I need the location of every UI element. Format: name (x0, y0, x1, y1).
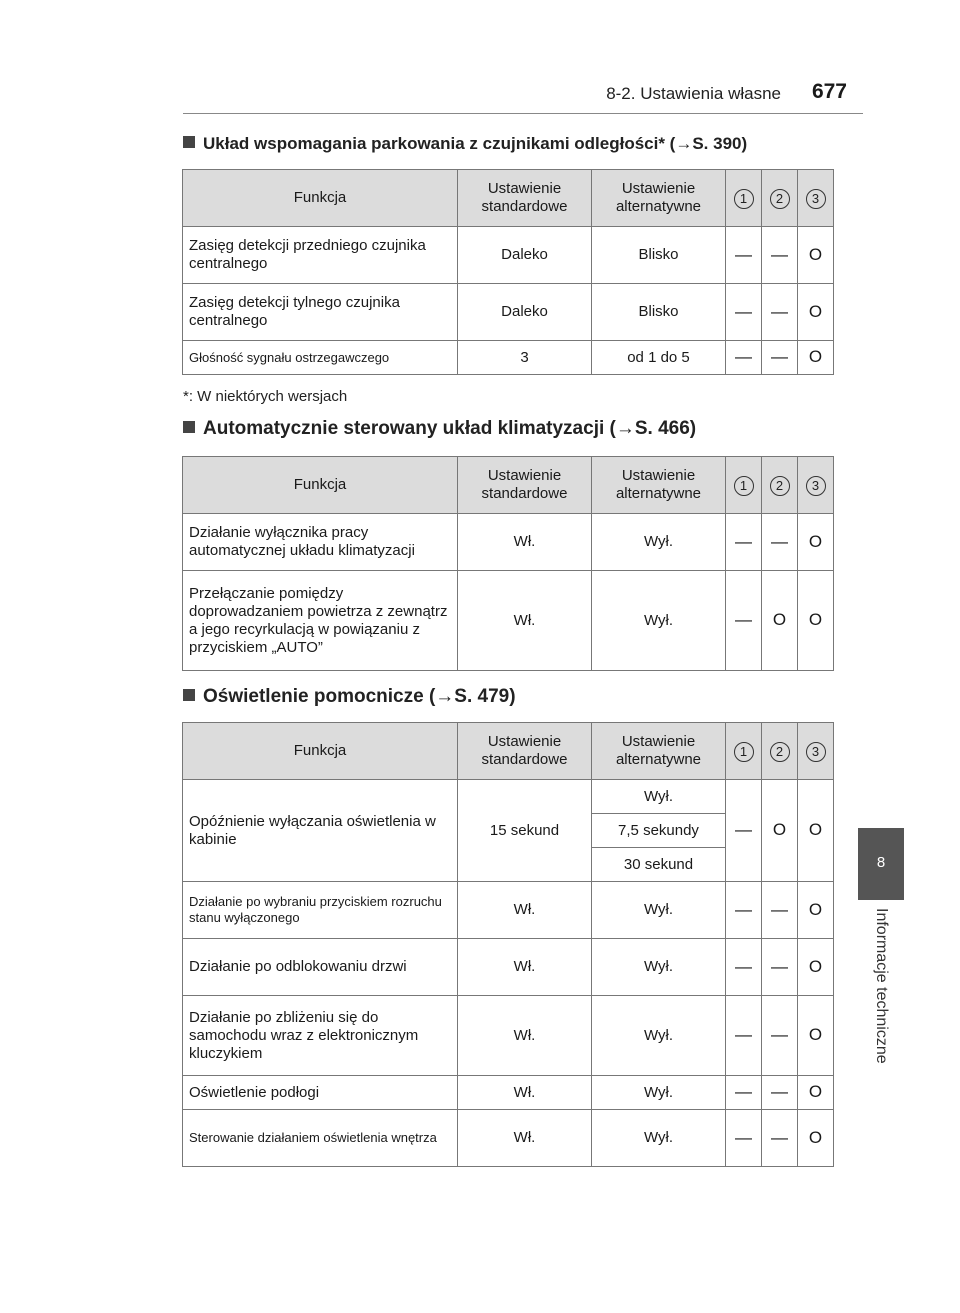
row-col3: O (798, 1076, 834, 1110)
table-row (183, 882, 834, 939)
table-header-row (183, 457, 834, 514)
square-bullet-icon (183, 421, 195, 433)
row-standard: 3 (458, 341, 592, 375)
row-col1: — (726, 939, 762, 996)
chapter-title: 8-2. Ustawienia własne (606, 84, 781, 103)
column-header-standard: Ustawienie standardowe (458, 723, 592, 780)
table-header-row (183, 723, 834, 780)
column-header-standard: Ustawienie standardowe (458, 170, 592, 227)
row-alternative: 30 sekund (592, 848, 726, 882)
row-col2: — (762, 514, 798, 571)
chapter-tab (858, 828, 904, 900)
row-standard: Wł. (458, 1110, 592, 1167)
row-col2: — (762, 284, 798, 341)
row-alternative: Wył. (592, 514, 726, 571)
row-alternative: Wył. (592, 996, 726, 1076)
row-alternative: Wył. (592, 780, 726, 814)
table-row (183, 1110, 834, 1167)
chapter-tab-label-wrap (858, 908, 904, 1208)
table-row (183, 571, 834, 671)
section-title-climate (183, 418, 696, 440)
column-header-funkcja: Funkcja (183, 170, 458, 227)
column-header-3: 3 (806, 189, 826, 209)
table-row (183, 284, 834, 341)
row-col1: — (726, 882, 762, 939)
column-header-1: 1 (734, 189, 754, 209)
row-col3: O (798, 284, 834, 341)
row-standard: 15 sekund (458, 780, 592, 882)
table-row (183, 780, 834, 814)
row-funkcja: Zasięg detekcji przedniego czujnika centralnego (183, 227, 458, 284)
section-title-text: Oświetlenie pomocnicze (→S. 479) (203, 686, 516, 707)
row-col3: O (798, 882, 834, 939)
auxiliary-lighting-table (182, 722, 834, 1167)
row-funkcja: Działanie po zbliżeniu się do samochodu wraz z elektronicznym kluczykiem (183, 996, 458, 1076)
row-col3: O (798, 514, 834, 571)
section-title-parking (183, 134, 747, 154)
row-col2: — (762, 882, 798, 939)
row-col1: — (726, 996, 762, 1076)
section-title-lighting (183, 686, 516, 708)
row-col3: O (798, 939, 834, 996)
page-number: 677 (811, 80, 847, 103)
parking-sensor-table (182, 169, 834, 375)
row-funkcja: Głośność sygnału ostrzegawczego (183, 341, 458, 375)
row-col1: — (726, 780, 762, 882)
square-bullet-icon (183, 689, 195, 701)
row-alternative: Wył. (592, 1110, 726, 1167)
page-header (183, 80, 863, 108)
row-alternative: Blisko (592, 284, 726, 341)
row-col3: O (798, 341, 834, 375)
row-standard: Daleko (458, 284, 592, 341)
column-header-alternative: Ustawienie alternatywne (592, 723, 726, 780)
column-header-funkcja: Funkcja (183, 723, 458, 780)
row-col1: — (726, 341, 762, 375)
row-col2: — (762, 996, 798, 1076)
row-col2: — (762, 227, 798, 284)
row-funkcja: Opóźnienie wyłączania oświetlenia w kabinie (183, 780, 458, 882)
row-standard: Wł. (458, 996, 592, 1076)
column-header-2: 2 (770, 189, 790, 209)
column-header-3: 3 (806, 742, 826, 762)
square-bullet-icon (183, 136, 195, 148)
header-rule (183, 113, 863, 114)
section-title-text: Układ wspomagania parkowania z czujnikami odległości* (→S. 390) (203, 134, 748, 153)
column-header-2: 2 (770, 476, 790, 496)
column-header-1: 1 (734, 742, 754, 762)
row-col1: — (726, 1076, 762, 1110)
table-row (183, 1076, 834, 1110)
row-col2: — (762, 1110, 798, 1167)
row-standard: Wł. (458, 882, 592, 939)
row-funkcja: Zasięg detekcji tylnego czujnika centralnego (183, 284, 458, 341)
row-col3: O (798, 1110, 834, 1167)
row-funkcja: Działanie wyłącznika pracy automatycznej układu klimatyzacji (183, 514, 458, 571)
column-header-funkcja: Funkcja (183, 457, 458, 514)
row-col3: O (798, 571, 834, 671)
row-alternative: 7,5 sekundy (592, 814, 726, 848)
row-funkcja: Działanie po wybraniu przyciskiem rozruchu stanu wyłączonego (183, 882, 458, 939)
footnote: *: W niektórych wersjach (183, 388, 348, 405)
table-row (183, 227, 834, 284)
row-col2: O (762, 780, 798, 882)
row-funkcja: Przełączanie pomiędzy doprowadzaniem powietrza z zewnątrz a jego recyrkulacją w powiązaniu z przyciskiem „AUTO” (183, 571, 458, 671)
chapter-tab-number: 8 (876, 854, 886, 871)
section-title-text: Automatycznie sterowany układ klimatyzacji (→S. 466) (203, 418, 697, 439)
table-row (183, 939, 834, 996)
climate-control-table (182, 456, 834, 671)
table-row (183, 514, 834, 571)
row-col3: O (798, 996, 834, 1076)
row-col2: — (762, 1076, 798, 1110)
column-header-standard: Ustawienie standardowe (458, 457, 592, 514)
row-col2: O (762, 571, 798, 671)
column-header-alternative: Ustawienie alternatywne (592, 170, 726, 227)
row-alternative: Blisko (592, 227, 726, 284)
row-alternative: Wył. (592, 939, 726, 996)
table-row (183, 341, 834, 375)
table-header-row (183, 170, 834, 227)
row-funkcja: Działanie po odblokowaniu drzwi (183, 939, 458, 996)
row-alternative: Wył. (592, 882, 726, 939)
row-alternative: od 1 do 5 (592, 341, 726, 375)
column-header-3: 3 (806, 476, 826, 496)
row-col1: — (726, 514, 762, 571)
row-alternative: Wył. (592, 571, 726, 671)
row-col2: — (762, 939, 798, 996)
row-col1: — (726, 227, 762, 284)
column-header-alternative: Ustawienie alternatywne (592, 457, 726, 514)
row-col1: — (726, 284, 762, 341)
row-standard: Daleko (458, 227, 592, 284)
row-alternative: Wył. (592, 1076, 726, 1110)
row-col2: — (762, 341, 798, 375)
row-standard: Wł. (458, 939, 592, 996)
row-standard: Wł. (458, 571, 592, 671)
row-standard: Wł. (458, 514, 592, 571)
row-col1: — (726, 571, 762, 671)
chapter-tab-label: Informacje techniczne (873, 908, 890, 1064)
row-col3: O (798, 780, 834, 882)
row-standard: Wł. (458, 1076, 592, 1110)
row-col3: O (798, 227, 834, 284)
row-funkcja: Oświetlenie podłogi (183, 1076, 458, 1110)
row-funkcja: Sterowanie działaniem oświetlenia wnętrza (183, 1110, 458, 1167)
table-row (183, 996, 834, 1076)
row-col1: — (726, 1110, 762, 1167)
column-header-1: 1 (734, 476, 754, 496)
column-header-2: 2 (770, 742, 790, 762)
